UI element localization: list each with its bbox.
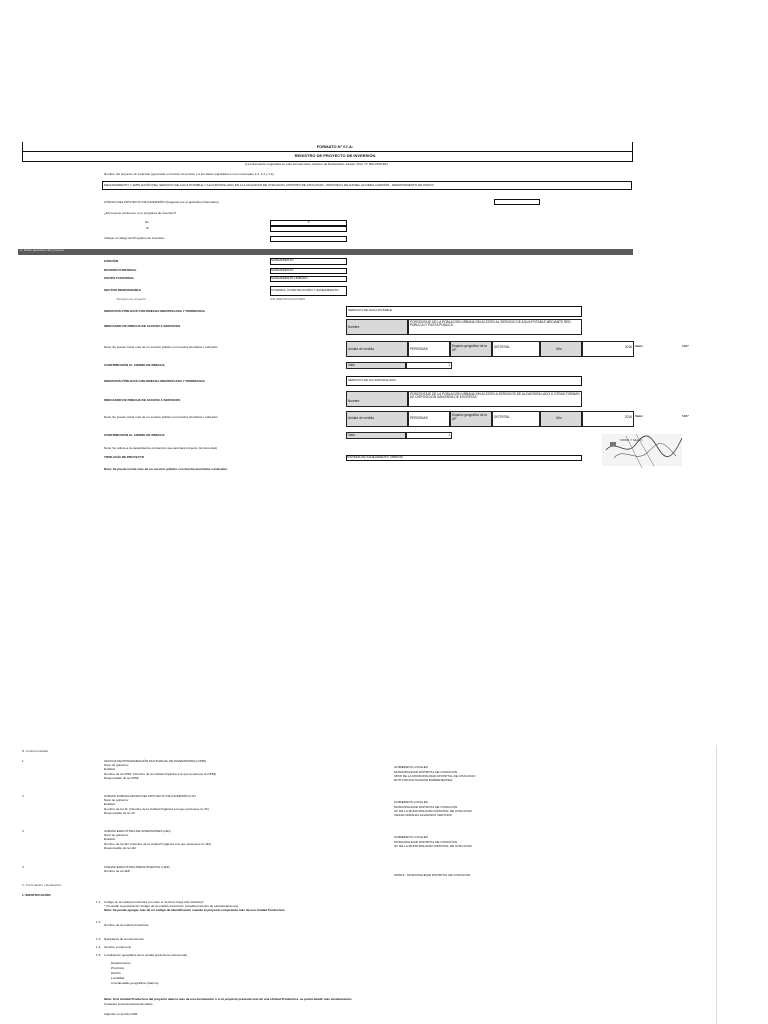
inst-field-label: Nivel de gobierno: bbox=[104, 798, 129, 803]
anio2-value: 2016 bbox=[582, 411, 634, 427]
espacio1-value: DISTRITAL bbox=[492, 341, 540, 357]
inst-field-label: Nombre de la UF: (Nombre de la Unidad Orgánica a la que pertenece la UF) bbox=[104, 806, 209, 811]
valor1-value: 5987 bbox=[682, 344, 689, 348]
inst-field-label: Nombre de la UEP: bbox=[104, 869, 131, 874]
nota-final2: Unidades productoras/involucradas bbox=[104, 1002, 153, 1006]
header-note: (La información registrada en este formato tiene carácter de Declaración Jurada. (R.D. N° 006-2018-EF) bbox=[245, 162, 388, 166]
nota-final: Nota: Si la Unidad Productora del proyecto abarca más de una localización o si el proyecto presenta más de una Unidad Productora, se podrá añadir más localizaciones bbox=[104, 997, 352, 1001]
espacio1-header: Espacio geográfico de la UP bbox=[450, 341, 492, 357]
servicio2-field[interactable]: SERVICIO DE ALCANTARILLADO bbox=[346, 376, 582, 386]
nota2: Nota: Se puede incluir más de un servicio público con brecha prioritaria o indicador bbox=[104, 415, 218, 419]
c14-num: 1.4 bbox=[96, 945, 101, 949]
inst-field-label: Nivel de gobierno: bbox=[104, 763, 129, 768]
loc-localidad: Localidad bbox=[111, 976, 125, 980]
inst-field-value: MUNICIPALIDAD DISTRITAL DE CHACAYAN bbox=[394, 769, 458, 774]
section-b-label: B. Institucionalidad bbox=[22, 749, 48, 753]
inst-field-label: Responsable de la UEI: bbox=[104, 845, 137, 850]
inst-heading: UNIDAD EJECUTORA PRESUPUESTAL (UEP) bbox=[104, 865, 170, 869]
no-label: No bbox=[145, 220, 149, 224]
inst-field-value: CESAR MIRALDA ALVARADO VENTURA bbox=[394, 812, 452, 817]
contribucion1-label: CONTRIBUCIÓN AL CIERRE DE BRECHA bbox=[104, 363, 165, 367]
c15-label: Localización geográfica de la unidad productora (referencial) bbox=[104, 953, 188, 957]
inst-field-label: Entidad: bbox=[104, 837, 116, 842]
inst-field-label: Nombre de la OPMI: (Nombre de la Unidad Orgánica a la que pertenece la OPMI) bbox=[104, 771, 217, 776]
inst-field-label: Entidad: bbox=[104, 767, 116, 772]
adjuntar-kml: Adjuntar en archivo KML bbox=[104, 1012, 138, 1016]
project-name-label: Nombre del proyecto de inversión (generado en función al servicio y a los datos registrados en los numerales 1.2, 1.3 y 1.4) bbox=[104, 172, 274, 176]
tipologia2-field[interactable]: SISTEMA DE SANEAMIENTO URBANO bbox=[346, 455, 582, 461]
contribucion2-header: Valor bbox=[346, 432, 406, 439]
inst-heading: UNIDAD EJECUTORA DE INVERSIONES (UEI) bbox=[104, 829, 171, 833]
c13-num: 1.3 bbox=[96, 937, 101, 941]
inst-number: 2 bbox=[22, 794, 24, 798]
loc-provincia: Provincia bbox=[111, 966, 124, 970]
nota-final-a: Nota: Se puede incluir más de un servicio público con brecha prioritaria o indicador bbox=[104, 467, 228, 471]
valor2-value: 5987 bbox=[682, 414, 689, 418]
inst-field-value: MUNICIPALIDAD DISTRITAL DE CHACAYAN bbox=[394, 804, 458, 809]
section-c-label: C. Formulación y Evaluación bbox=[22, 883, 62, 887]
program-code-label: Indique el código del Programa de inversión bbox=[104, 236, 165, 240]
indicador2-label: INDICADOR DE BRECHA DE ACCESO A SERVICIOS bbox=[104, 398, 181, 402]
c11-line2: * Consultar la pestaña del 'código de la unidad productora' (establecimientos de salud/estaciones) bbox=[104, 904, 239, 908]
tipologia2-label: TIPOLOGÍA DE PROYECTO bbox=[104, 455, 145, 459]
loc-departamento: Departamento bbox=[111, 961, 131, 965]
form-number: FORMATO N° 07-A: bbox=[316, 144, 354, 149]
tipologia-label: Tipología de proyecto bbox=[116, 297, 146, 301]
header-top-rule bbox=[22, 151, 632, 152]
c13-label: Naturaleza de la intervención bbox=[104, 937, 145, 941]
inst-number: 4 bbox=[22, 865, 24, 869]
unidad1-value: PERSONAS bbox=[408, 341, 450, 357]
unidad2-header: Unidad de medida bbox=[346, 411, 408, 427]
form-title: REGISTRO DE PROYECTO DE INVERSIÓN bbox=[294, 153, 376, 158]
inst-field-label: Nivel de gobierno: bbox=[104, 833, 129, 838]
anio1-value: 2016 bbox=[582, 341, 634, 357]
grupo-field[interactable]: SANEAMIENTO URBANO bbox=[270, 276, 347, 282]
servicio2-label: SERVICIOS PÚBLICOS CON BRECHA IDENTIFICADA Y PRIORIZADA bbox=[104, 379, 205, 383]
servicio1-label: SERVICIOS PÚBLICOS CON BRECHA IDENTIFICADA Y PRIORIZADA bbox=[104, 309, 205, 313]
contribucion1-value: 1 bbox=[406, 362, 452, 369]
program-question: ¿El proyecto pertenece a un programa de inversión? bbox=[104, 211, 177, 215]
espacio2-header: Espacio geográfico de la UP bbox=[450, 411, 492, 427]
loc-coordenadas: Coordenadas geográficas (Datum) bbox=[111, 981, 159, 985]
grupo-label: GRUPO FUNCIONAL bbox=[104, 276, 135, 280]
section-a-band: A. Datos generales del proyecto bbox=[18, 249, 633, 255]
inst-number: 1 bbox=[22, 759, 24, 763]
si-checkbox[interactable] bbox=[270, 226, 347, 232]
project-code-field[interactable] bbox=[494, 199, 540, 205]
inst-field-value: 301519 - MUNICIPALIDAD DISTRITAL DE CHACAYAN bbox=[394, 873, 471, 878]
c12-label: Nombre de la unidad productora bbox=[104, 923, 149, 927]
inst-field-label: Entidad: bbox=[104, 802, 116, 807]
contribucion1-header: Valor bbox=[346, 362, 406, 369]
tipologia-value: SIN IDENTIFICACIONES bbox=[270, 297, 306, 301]
contribucion2-label: CONTRIBUCIÓN AL CIERRE DE BRECHA bbox=[104, 433, 165, 437]
svg-text:FIRMA Y SELLO: FIRMA Y SELLO bbox=[620, 438, 643, 442]
inst-field-value: RUTH ROJAS HUAMAN BARRENECHEA bbox=[394, 777, 453, 782]
funcion-label: FUNCIÓN bbox=[104, 259, 119, 263]
indicador1-label: INDICADOR DE BRECHA DE ACCESO A SERVICIOS bbox=[104, 324, 181, 328]
c11-num: 1.1 bbox=[96, 900, 101, 904]
c11-line1: Código de la unidad productora (en caso el 'servicio' haya sido definido)* bbox=[104, 900, 204, 904]
unidad1-header: Unidad de medida bbox=[346, 341, 408, 357]
nota1: Nota: Se puede incluir más de un servicio público con brecha prioritaria o indicador bbox=[104, 345, 218, 349]
inst-field-value: UF DE LA MUNICIPALIDAD DISTRITAL DE CHACAYAN bbox=[394, 843, 472, 848]
inst-field-label: Responsable de la OPMI: bbox=[104, 775, 140, 780]
inst-field-value: GOBIERNOS LOCALES bbox=[394, 835, 428, 840]
c12-num: 1.2 bbox=[96, 920, 101, 924]
c11-line3: Nota: Se puede agregar más de un código de identificación cuando el proyecto comprenda más de una Unidad Productora bbox=[104, 908, 285, 912]
signature-stamp bbox=[596, 428, 688, 474]
loc-distrito: Distrito bbox=[111, 971, 121, 975]
contribucion2-value: 1 bbox=[406, 432, 452, 439]
indicador2-name-header: Nombre bbox=[346, 391, 408, 407]
c15-num: 1.5 bbox=[96, 953, 101, 957]
sector-field[interactable]: VIVIENDA, CONSTRUCCIÓN Y SANEAMIENTO bbox=[270, 286, 347, 296]
division-label: DIVISIÓN FUNCIONAL bbox=[104, 268, 137, 272]
c14-label: Servicio a intervenir bbox=[104, 945, 132, 949]
page-divider bbox=[716, 745, 717, 1024]
anio2-header: Año bbox=[540, 411, 582, 427]
signature-icon bbox=[596, 428, 688, 474]
sector-label: SECTOR RESPONSABLE bbox=[104, 288, 142, 292]
nota-capacidad: Nota: Se refiere a la capacidad de producción que aportará proyecto (incremental) bbox=[104, 446, 217, 450]
funcion-field[interactable]: SANEAMIENTO bbox=[270, 258, 347, 265]
inst-field-value: GOBIERNOS LOCALES bbox=[394, 765, 428, 770]
project-code-label: CÓDIGO DEL PROYECTO DE INVERSIÓN (Asignado por el aplicativo informático) bbox=[104, 200, 219, 204]
indicador1-name-header: Nombre bbox=[346, 319, 408, 335]
inst-field-label: Nombre de la UEI: (Nombre de la Unidad Orgánica a la que pertenece la UEI) bbox=[104, 841, 211, 846]
unidad2-value: PERSONAS bbox=[408, 411, 450, 427]
identificacion-label: 1. IDENTIFICACIÓN bbox=[22, 893, 51, 897]
si-label: Si bbox=[146, 226, 149, 230]
inst-heading: UNIDAD FORMULADORA DEL PROYECTO DE INVERSIÓN (UF) bbox=[104, 794, 196, 798]
inst-field-label: Responsable de la UF: bbox=[104, 810, 136, 815]
project-name-field[interactable]: MEJORAMIENTO Y AMPLIACIÓN DEL SERVICIO DE AGUA POTABLE Y ALCANTARILLADO EN LA LOCALIDAD DE CHACAYAN, DISTRITO DE CHACAYAN - PROVINCIA DE DANIEL ALCIDES CARRIÓN - DEPARTAMENTO DE PASCO bbox=[102, 181, 632, 190]
header-right-rule bbox=[632, 142, 633, 162]
servicio1-field[interactable]: SERVICIO DE AGUA POTABLE bbox=[346, 306, 582, 317]
inst-number: 3 bbox=[22, 829, 24, 833]
no-checkbox[interactable]: X bbox=[270, 220, 347, 226]
valor2-label: Valor: bbox=[635, 414, 644, 418]
division-field[interactable]: SANEAMIENTO bbox=[270, 268, 347, 274]
inst-field-value: UF DE LA MUNICIPALIDAD DISTRITAL DE CHACAYAN bbox=[394, 808, 472, 813]
inst-field-value: OPMI DE LA MUNICIPALIDAD DISTRITAL DE CHACAYAN bbox=[394, 773, 476, 778]
valor1-label: Valor: bbox=[635, 344, 644, 348]
header-left-rule bbox=[22, 142, 23, 162]
indicador1-value: PORCENTAJE DE LA POBLACIÓN URBANA SIN ACCESO AL SERVICIO DE AGUA POTABLE MEDIANTE RED PÚBLICA O PILETA PÚBLICA bbox=[408, 319, 582, 335]
inst-field-value: MUNICIPALIDAD DISTRITAL DE CHACAYAN bbox=[394, 839, 458, 844]
program-code-field[interactable] bbox=[270, 236, 347, 242]
inst-field-value: GOBIERNOS LOCALES bbox=[394, 800, 428, 805]
indicador2-value: PORCENTAJE DE LA POBLACIÓN URBANA SIN ACCESO A SERVICIOS DE ALCANTARILLADO U OTRAS FORMAS DE DISPOSICIÓN SANITARIA DE EXCRETAS bbox=[408, 391, 582, 407]
inst-heading: OFICINA DE PROGRAMACIÓN MULTIANUAL DE INVERSIONES (OPMI) bbox=[104, 759, 207, 763]
anio1-header: Año bbox=[540, 341, 582, 357]
espacio2-value: DISTRITAL bbox=[492, 411, 540, 427]
